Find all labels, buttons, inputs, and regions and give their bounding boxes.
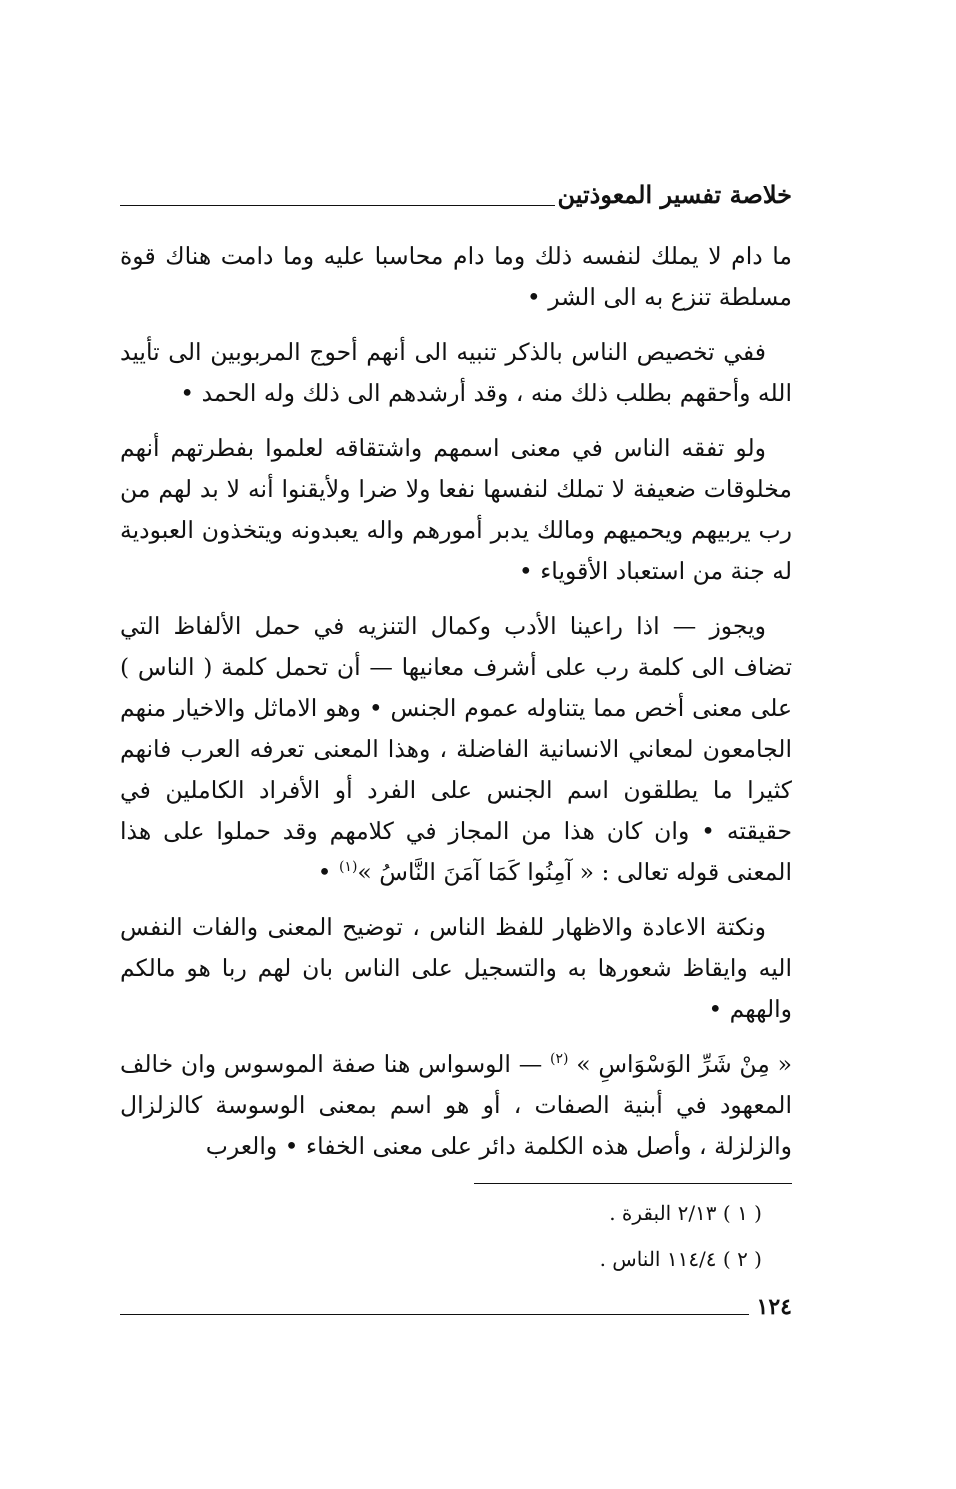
paragraph-1: ما دام لا يملك لنفسه ذلك وما دام محاسبا عليه وما دامت هناك قوة مسلطة تنزع به الى الشر • [120,242,792,311]
page-number: ١٢٤ [756,1294,792,1320]
paragraph-4-end: • [317,858,332,886]
paragraph-4-text: ويجوز — اذا راعينا الأدب وكمال التنزيه في حمل الألفاظ التي تضاف الى كلمة رب على أشرف معانيها — أن تحمل كلمة ( الناس ) على معنى أخص مما يتناوله عموم الجنس • وهو الاماثل والاخيار منهم الجامعون لمعاني الانسانية الفاضلة ، وهذا المعنى تعرفه العرب فانهم كثيرا ما يطلقون اسم الجنس على الفرد أو الأفراد الكاملين في حقيقته • وان كان هذا من المجاز في كلامهم وقد حملوا على هذا المعنى قوله تعالى : [120,612,792,886]
book-page [120,0,792,1489]
paragraph-2: ففي تخصيص الناس بالذكر تنبيه الى أنهم أحوج المربوبين الى تأييد الله وأحقهم بطلب ذلك منه ، وقد أرشدهم الى ذلك وله الحمد • [120,338,792,407]
paragraph-6-text: — الوسواس هنا صفة الموسوس وان خالف المعهود في أبنية الصفات ، أو هو اسم بمعنى الوسوسة كالزلزال والزلزلة ، وأصل هذه الكلمة دائر على معنى الخفاء • والعرب [120,1050,792,1160]
footnote-separator [474,1183,792,1184]
footnote-ref-2: (٢) [549,1051,569,1068]
footnotes [362,1190,762,1282]
footnote-ref-1: (١) [338,859,358,876]
header-rule [120,205,555,206]
quran-quote-1: « آمِنُوا كَمَا آمَنَ النَّاسُ » [357,858,594,886]
header-title: خلاصة تفسير المعوذتين [557,180,792,209]
running-header [120,178,792,212]
paragraph-6 [120,1044,792,1167]
footnote-2: ( ٢ ) ١١٤/٤ الناس . [599,1247,762,1271]
quran-quote-2: « مِنْ شَرِّ الوَسْوَاسِ » [576,1050,792,1078]
footnote-1: ( ١ ) ٢/١٣ البقرة . [609,1201,762,1225]
paragraph-5: ونكتة الاعادة والاظهار للفظ الناس ، توضيح المعنى والفات النفس اليه وايقاظ شعورها به والتسجيل على الناس بان لهم ربا هو مالكم والههم • [120,913,792,1023]
body-text [120,236,792,1181]
footer-rule [120,1314,749,1315]
paragraph-4 [120,606,792,893]
page-footer [120,1292,792,1322]
paragraph-3: ولو تفقه الناس في معنى اسمهم واشتقاقه لعلموا بفطرتهم أنهم مخلوقات ضعيفة لا تملك لنفسها نفعا ولا ضرا ولأيقنوا أنه لا بد لهم من رب يربيهم ويحميهم ومالك يدبر أمورهم واله يعبدونه ويتخذون العبودية له جنة من استعباد الأقوياء • [120,434,792,585]
